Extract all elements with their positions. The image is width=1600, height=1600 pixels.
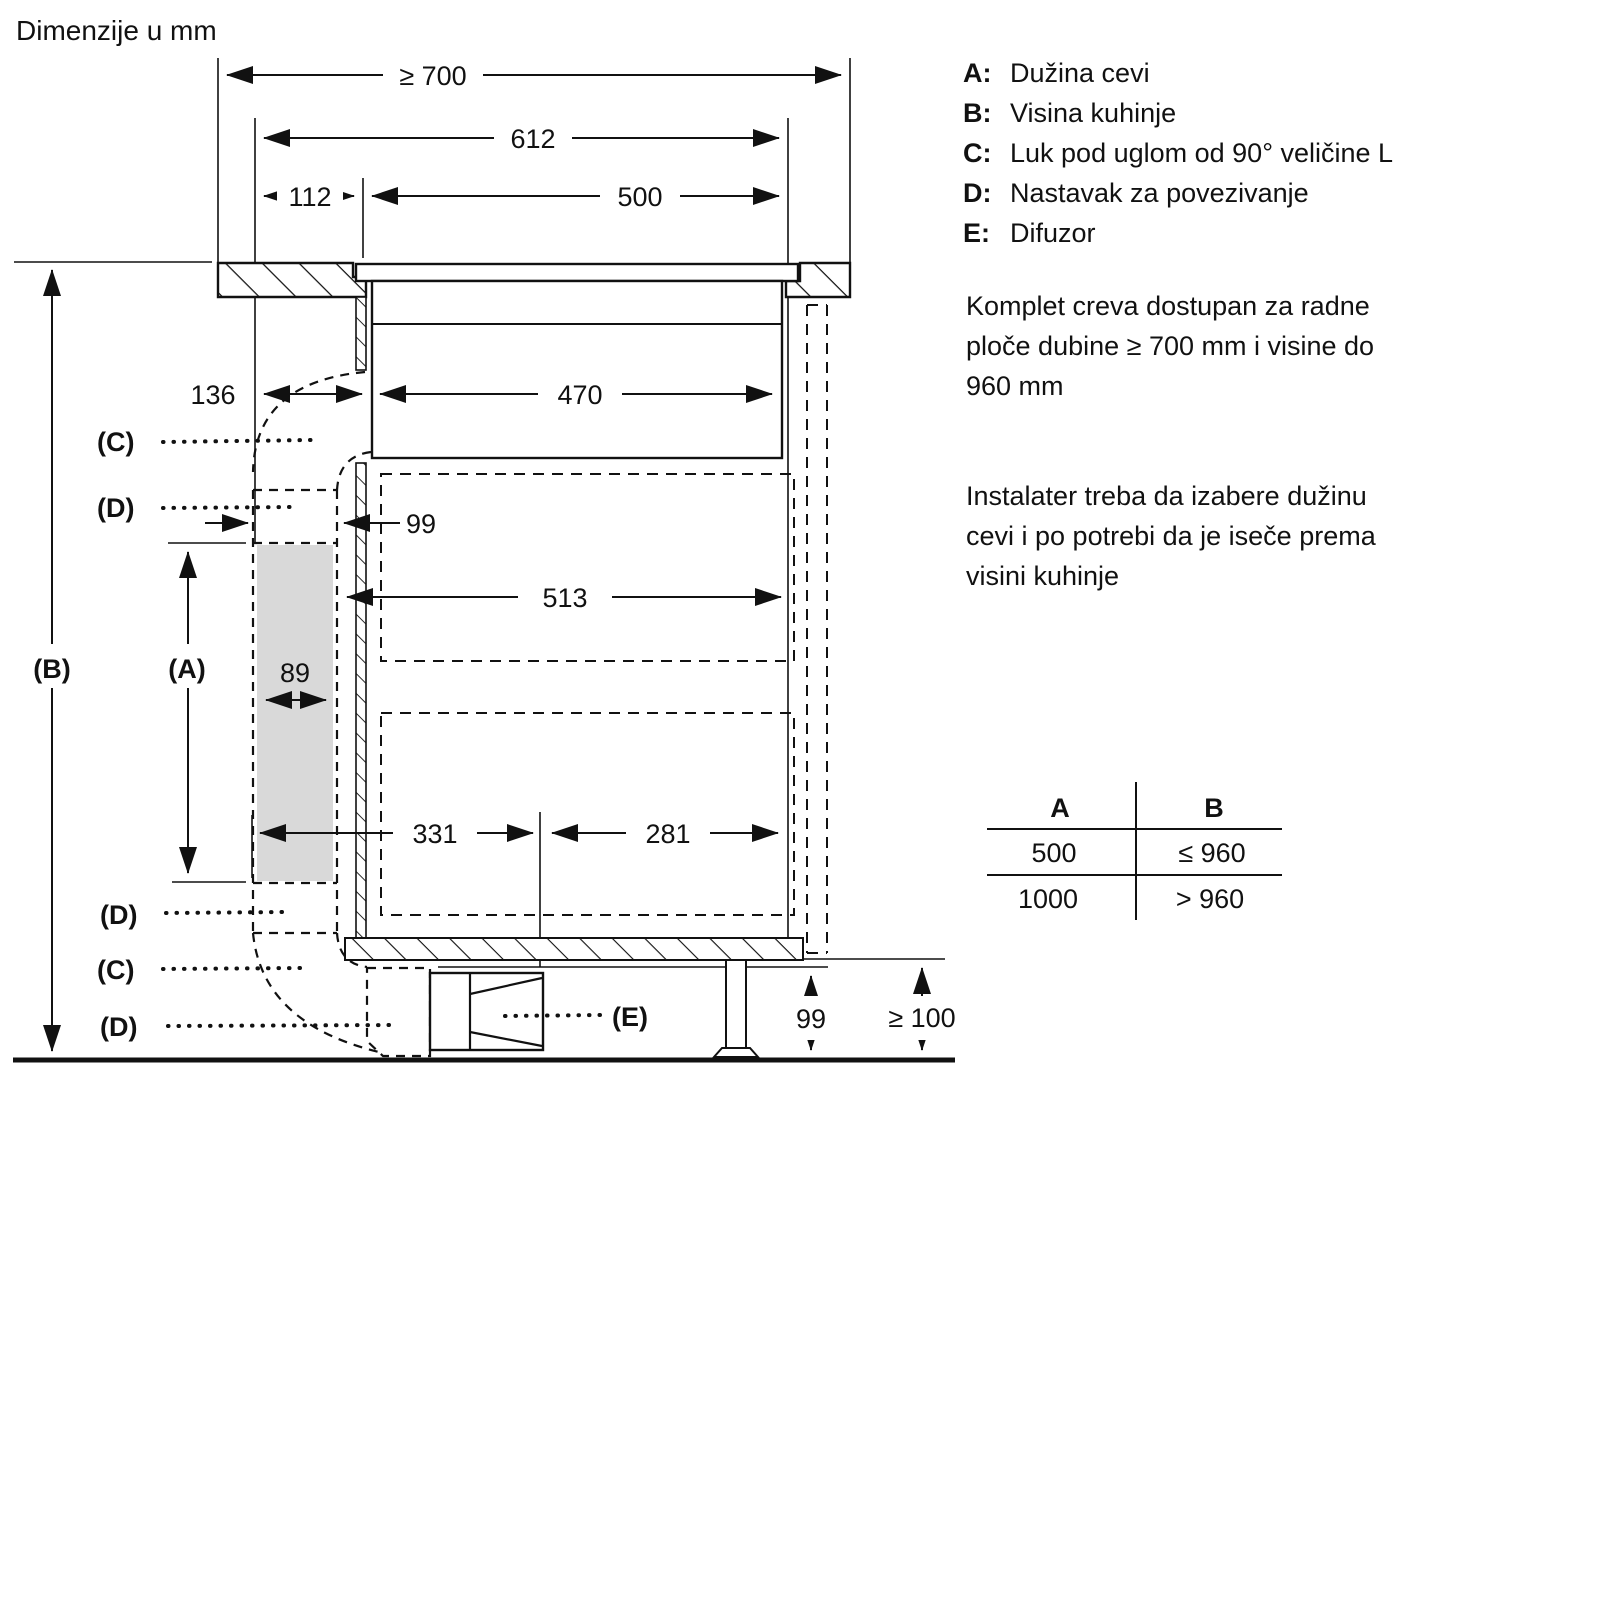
legend-label-b: Visina kuhinje	[1010, 98, 1177, 128]
duct-pipe-a	[257, 545, 333, 881]
note-installer-line1: Instalater treba da izabere dužinu	[966, 481, 1367, 511]
hob-glass-panel	[356, 264, 798, 281]
dimension-lines	[52, 75, 922, 1051]
page-title: Dimenzije u mm	[16, 15, 217, 46]
dim-worktop-depth: ≥ 700	[399, 61, 467, 91]
connector-d-diffuser	[367, 968, 430, 1056]
legend-label-e: Difuzor	[1010, 218, 1096, 248]
dim-center-to-rear: 281	[645, 819, 691, 849]
table-cell-a1: 500	[1031, 838, 1077, 868]
label-diffuser-e: (E)	[612, 1002, 648, 1032]
legend-key-b: B:	[963, 98, 992, 128]
cabinet-bottom-panel	[345, 938, 803, 960]
dimension-text-backgrounds	[24, 55, 976, 1040]
table-header-a: A	[1050, 793, 1070, 823]
note-hose-kit-line2: ploče dubine ≥ 700 mm i visine do	[966, 331, 1375, 361]
cabinet-leg	[714, 960, 758, 1057]
legend-key-e: E:	[963, 218, 990, 248]
dim-duct-offset: 99	[406, 509, 437, 539]
label-connector-d-middle: (D)	[100, 900, 138, 930]
structure	[13, 263, 955, 1060]
note-installer-line2: cevi i po potrebi da je iseče prema	[966, 521, 1376, 551]
bend-c-upper-outer	[253, 372, 365, 472]
extension-lines	[14, 58, 945, 967]
table-cell-b2: > 960	[1175, 884, 1245, 914]
legend-label-a: Dužina cevi	[1010, 58, 1150, 88]
note-hose-kit-line1: Komplet creva dostupan za radne	[966, 291, 1370, 321]
label-kitchen-height-b: (B)	[33, 654, 71, 684]
legend	[963, 58, 1393, 248]
dim-inner-width: 513	[542, 583, 588, 613]
drawer-zone-upper	[381, 474, 794, 661]
dim-duct-to-center: 331	[412, 819, 458, 849]
table-cell-a2: 1000	[1017, 884, 1079, 914]
dim-plinth-height: ≥ 100	[888, 1003, 956, 1033]
leader-d-middle	[166, 912, 287, 913]
note-installer-line3: visini kuhinje	[966, 561, 1120, 591]
note-hose-kit-line3: 960 mm	[966, 371, 1064, 401]
dim-front-offset: 112	[288, 182, 332, 212]
legend-label-d: Nastavak za povezivanje	[1010, 178, 1309, 208]
legend-key-d: D:	[963, 178, 992, 208]
table-row	[1018, 884, 1244, 914]
dim-hob-total-width: 612	[510, 124, 556, 154]
leader-c-upper	[163, 440, 312, 442]
rear-panel-upper-strip	[356, 297, 366, 370]
legend-label-c: Luk pod uglom od 90° veličine L	[1010, 138, 1394, 168]
dim-cutout-width: 500	[617, 182, 663, 212]
dim-rear-clearance: 136	[190, 380, 236, 410]
diffuser-housing	[430, 973, 543, 1050]
dim-diffuser-height: 99	[795, 1004, 827, 1034]
table-row	[1031, 838, 1245, 868]
legend-key-a: A:	[963, 58, 992, 88]
legend-key-c: C:	[963, 138, 992, 168]
label-bend-c-upper: (C)	[97, 427, 135, 457]
table-cell-b1: ≤ 960	[1178, 838, 1246, 868]
leader-d-upper	[163, 507, 293, 508]
notes	[966, 291, 1377, 591]
worktop-left-section	[218, 263, 366, 297]
pipe-length-table	[987, 782, 1282, 920]
hob-body	[372, 281, 782, 458]
dim-duct-depth: 89	[279, 658, 311, 688]
rear-panel-strip	[356, 463, 366, 938]
leader-c-lower	[163, 968, 302, 969]
label-pipe-length-a: (A)	[168, 654, 206, 684]
leg-shaft	[726, 960, 746, 1048]
label-bend-c-lower: (C)	[97, 955, 135, 985]
leader-d-lower	[168, 1025, 396, 1026]
diffuser	[430, 973, 543, 1050]
label-connector-d-lower: (D)	[100, 1012, 138, 1042]
rear-duct-channel	[807, 305, 827, 953]
dim-hob-body-width: 470	[557, 380, 603, 410]
label-connector-d-upper: (D)	[97, 493, 135, 523]
leg-foot	[714, 1048, 758, 1057]
table-header-b: B	[1204, 793, 1224, 823]
